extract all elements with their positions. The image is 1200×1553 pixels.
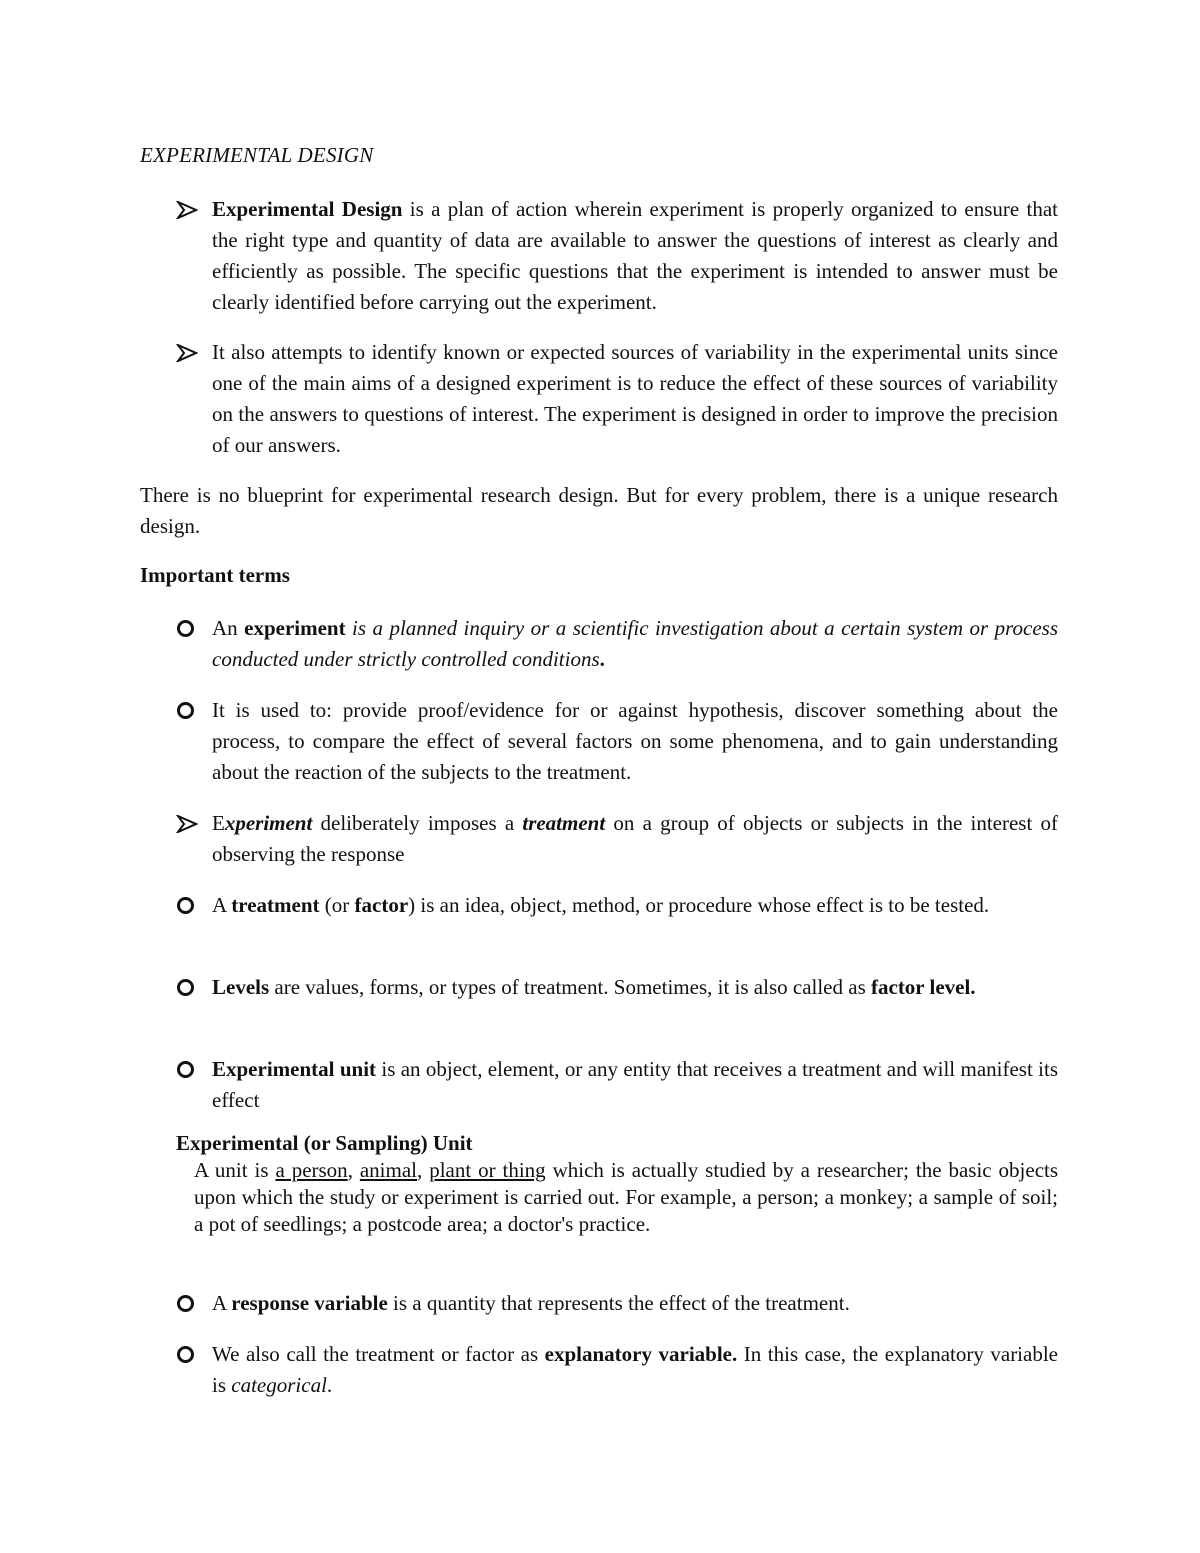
term-treatment-word: treatment xyxy=(231,893,320,917)
arrow-bullet-icon xyxy=(176,194,200,225)
bullet-text: It is used to: provide proof/evidence for or against hypothesis, discover something about the process, to compare the effect of several factors on some phenomena, and to gain understanding about the reaction of the subjects to the treatment. xyxy=(212,698,1058,784)
circle-bullet-icon xyxy=(176,1339,200,1370)
important-terms-heading: Important terms xyxy=(140,563,290,587)
term-response-variable-word: response variable xyxy=(231,1291,388,1315)
page-title: EXPERIMENTAL DESIGN xyxy=(140,143,374,167)
text-e: E xyxy=(212,811,225,835)
underlined-plant-or-thing: plant or thing xyxy=(429,1158,546,1182)
term-experimental-design: Experimental Design xyxy=(212,197,403,221)
text-pre: A xyxy=(212,893,232,917)
term-factor-word: factor xyxy=(354,893,409,917)
text-end: . xyxy=(326,1373,333,1397)
definition-italic: is a planned inquiry or a scientific investigation about a certain system or process conducted under strictly controlled conditions xyxy=(212,616,1058,671)
term-treatment-bold-italic: treatment xyxy=(522,811,606,835)
text-mid: are values, forms, or types of treatment. Sometimes, it is also called as xyxy=(269,975,871,999)
term-word: experiment xyxy=(244,616,346,640)
arrow-bullet-icon xyxy=(176,808,200,839)
text-pre: We also call the treatment or factor as xyxy=(212,1342,545,1366)
term-treatment xyxy=(176,890,1058,921)
blueprint-paragraph: There is no blueprint for experimental research design. But for every problem, there is a unique research design. xyxy=(140,483,1058,538)
circle-bullet-icon xyxy=(176,1288,200,1319)
circle-bullet-icon xyxy=(176,613,200,644)
text-end: . xyxy=(599,647,605,671)
term-response-variable xyxy=(176,1288,1058,1319)
text-pre: A unit is xyxy=(194,1158,276,1182)
term-levels-word: Levels xyxy=(212,975,270,999)
term-used-to xyxy=(176,695,1058,788)
circle-bullet-icon xyxy=(176,890,200,921)
categorical-italic: categorical xyxy=(231,1373,327,1397)
definition-text: is a plan of action wherein experiment is properly organized to ensure that the right type and quantity of data are available to answer the questions of interest as clearly and efficiently as possible. The specific questions that the experiment is intended to answer must be clearly identified before carrying out the experiment. xyxy=(212,197,1059,314)
comma: , xyxy=(417,1158,430,1182)
circle-bullet-icon xyxy=(176,695,200,726)
text-pre: An xyxy=(212,616,245,640)
bullet-experimental-design xyxy=(176,194,1058,318)
term-explanatory-variable-word: explanatory variable. xyxy=(544,1342,738,1366)
text-mid: deliberately imposes a xyxy=(312,811,523,835)
text-rest: is an object, element, or any entity that receives a treatment and will manifest its effect xyxy=(212,1057,1058,1112)
text-mid: In this case, the explanatory variable is xyxy=(212,1342,1058,1397)
circle-bullet-icon xyxy=(176,1054,200,1085)
term-factor-level-word: factor level. xyxy=(871,975,976,999)
term-experimental-unit xyxy=(176,1054,1058,1116)
comma: , xyxy=(347,1158,360,1182)
text-rest: is a quantity that represents the effect of the treatment. xyxy=(387,1291,850,1315)
circle-bullet-icon xyxy=(176,972,200,1003)
term-experiment-bold-italic: xperiment xyxy=(224,811,313,835)
underlined-person: a person xyxy=(275,1158,348,1182)
unit-section-heading: Experimental (or Sampling) Unit xyxy=(176,1131,473,1155)
text-rest: which is actually studied by a researcher; the basic objects upon which the study or experiment is carried out. For example, a person; a monkey; a sample of soil; a pot of seedlings; a postcode area; a doctor's practice. xyxy=(194,1158,1059,1236)
term-experimental-unit-word: Experimental unit xyxy=(212,1057,377,1081)
term-experiment xyxy=(176,613,1058,675)
underlined-animal: animal xyxy=(359,1158,418,1182)
bullet-text: It also attempts to identify known or expected sources of variability in the experimental units since one of the main aims of a designed experiment is to reduce the effect of these sources of variability on the answers to questions of interest. The experiment is designed in order to improve the precision of our answers. xyxy=(212,340,1058,457)
term-imposes-treatment xyxy=(176,808,1058,870)
bullet-variability xyxy=(176,337,1058,461)
text-rest: ) is an idea, object, method, or procedure whose effect is to be tested. xyxy=(408,893,990,917)
text-pre: A xyxy=(212,1291,232,1315)
text-rest: on a group of objects or subjects in the interest of observing the response xyxy=(212,811,1058,866)
arrow-bullet-icon xyxy=(176,337,200,368)
term-explanatory-variable xyxy=(176,1339,1058,1401)
text-mid: (or xyxy=(319,893,355,917)
unit-section-body xyxy=(194,1157,1058,1238)
term-levels xyxy=(176,972,1058,1003)
